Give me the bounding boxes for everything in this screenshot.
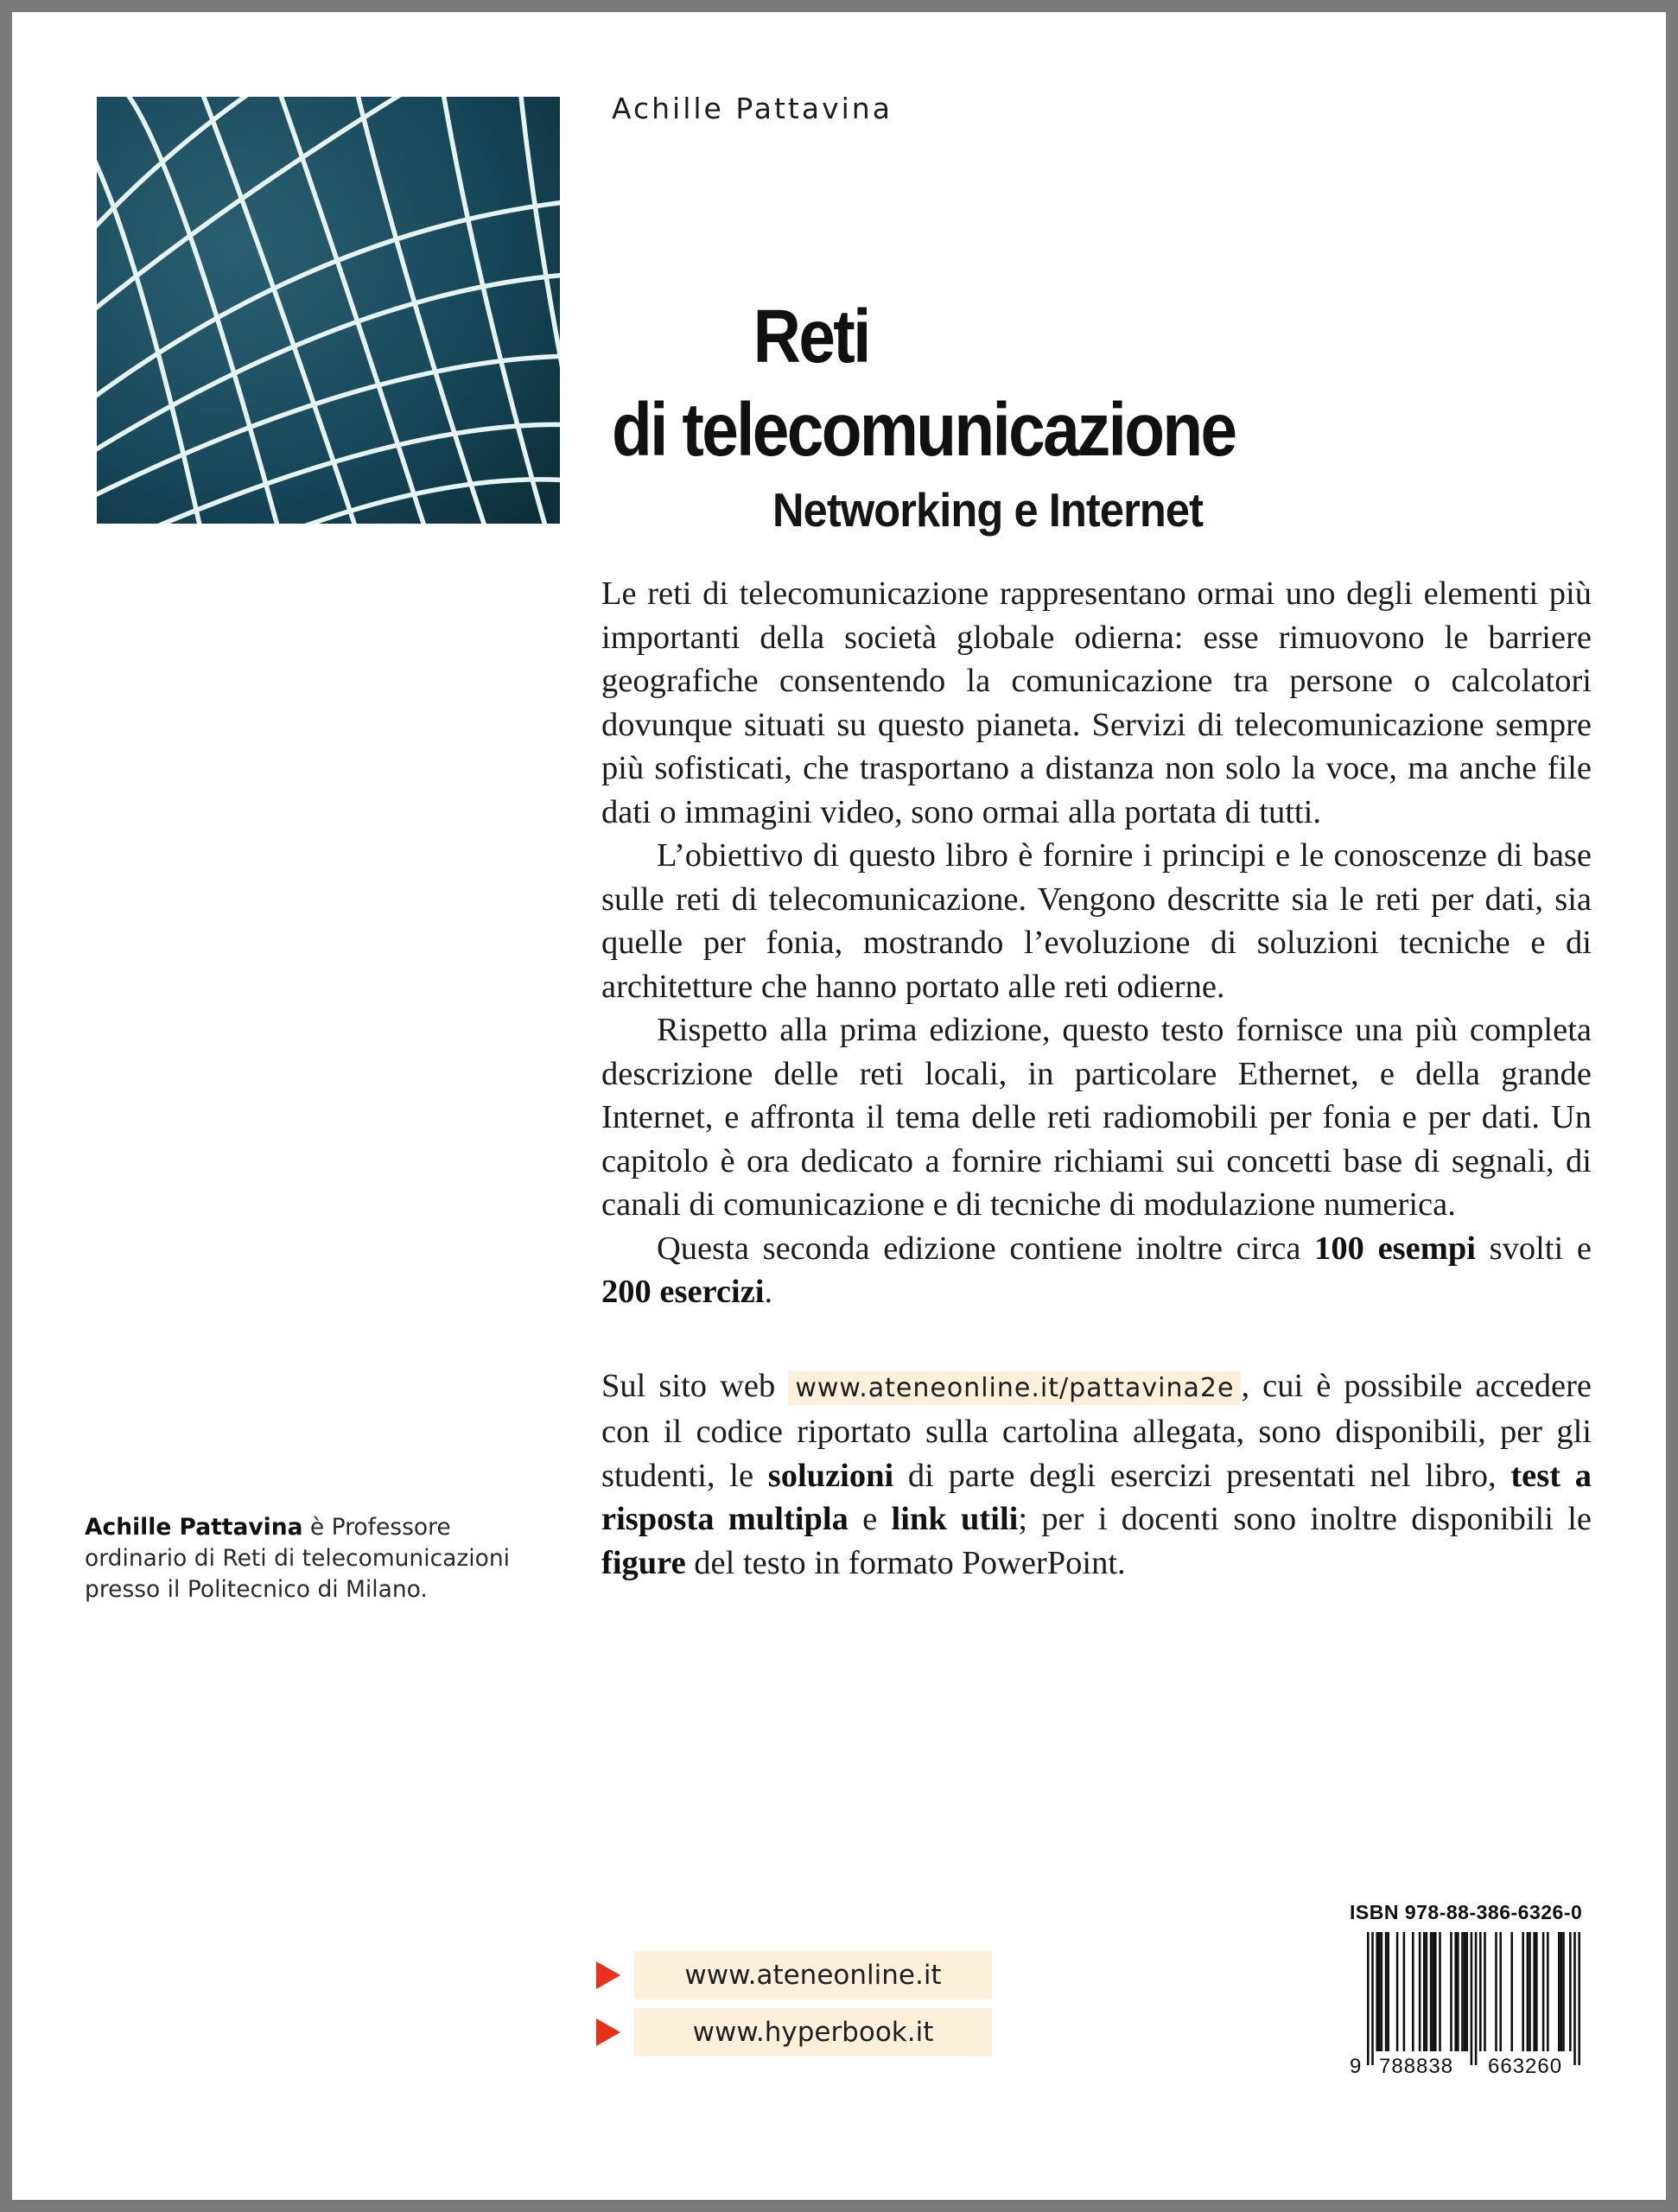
multiple-choice-label: test a risposta multipla (601, 1457, 1592, 1537)
arrow-right-icon (596, 2018, 620, 2046)
barcode-bar (1510, 1932, 1513, 2051)
barcode-bar (1573, 1932, 1576, 2065)
barcode-bar (1439, 1932, 1441, 2051)
barcode-bar (1426, 1932, 1428, 2051)
arrow-right-icon (596, 1961, 620, 1989)
barcode-bar (1461, 1932, 1464, 2051)
text-fragment: svolti e (1475, 1230, 1592, 1267)
book-subtitle: Networking e Internet (772, 483, 1204, 537)
figures-label: figure (601, 1544, 686, 1581)
text-fragment: Sul sito web (601, 1367, 789, 1404)
description-paragraph-1: Le reti di telecomunicazione rappresentano ormai uno degli elementi più importanti della società globale odierna: esse rimuovono le barriere geografiche consentendo la comunicazione tra persone o calcolatori dovunque situati su questo pianeta. Servizi di telecomunicazione sempre più sofisticati, che trasportano a distanza non solo la voce, ma anche file dati o immagini video, sono ormai alla portata di tutti. (601, 575, 1592, 830)
examples-count: 100 esempi (1314, 1230, 1476, 1267)
useful-links-label: link utili (891, 1501, 1019, 1537)
author-name: Achille Pattavina (612, 92, 893, 125)
barcode-bar (1533, 1932, 1535, 2051)
barcode-bar (1457, 1932, 1459, 2051)
barcode-bar (1367, 1932, 1370, 2065)
barcode-bar (1450, 1932, 1452, 2051)
text-fragment: Questa seconda edizione contiene inoltre circa (657, 1230, 1315, 1267)
barcode-bar (1484, 1932, 1486, 2051)
website-url-link[interactable]: www.ateneonline.it/pattavina2e (788, 1371, 1241, 1405)
author-bio (85, 1512, 551, 1605)
isbn-label: ISBN 978-88-386-6326-0 (1350, 1901, 1583, 1923)
barcode-bar (1471, 1932, 1473, 2065)
barcode-bar (1562, 1932, 1565, 2051)
barcode-bar (1547, 1932, 1549, 2051)
barcode-bar (1371, 1932, 1374, 2065)
barcode-icon (1348, 1932, 1586, 2065)
barcode-bar (1499, 1932, 1502, 2051)
text-fragment: , cui è possibile accedere con il codice riportato sulla cartolina allegata, sono disponibili, per gli studenti, le (601, 1367, 1592, 1494)
barcode-bar (1465, 1932, 1468, 2051)
title-line-2: di telecomunicazione (612, 388, 1236, 472)
solutions-label: soluzioni (767, 1457, 894, 1494)
description-paragraph-3: Rispetto alla prima edizione, questo testo fornisce una più completa descrizione delle reti locali, in particolare Ethernet, e della grande Internet, e affronta il tema delle reti radiomobili per fonia e per dati. Un capitolo è ora dedicato a fornire richiami sui concetti base di segnali, di canali di comunicazione e di tecniche di modulazione numerica. (601, 1012, 1592, 1223)
barcode-bar (1479, 1932, 1482, 2051)
barcode-digits-group-1: 788838 (1379, 2055, 1454, 2078)
barcode-bar (1578, 1932, 1580, 2065)
exercises-count: 200 esercizi (601, 1274, 765, 1310)
barcode-bar (1385, 1932, 1388, 2051)
book-title (612, 290, 1524, 477)
barcode-bar (1423, 1932, 1426, 2051)
barcode-bar (1558, 1932, 1560, 2051)
barcode-bar (1535, 1932, 1538, 2051)
text-fragment: del testo in formato PowerPoint. (685, 1544, 1126, 1581)
barcode-bar (1378, 1932, 1381, 2051)
ateneonline-link[interactable]: www.ateneonline.it (634, 1951, 992, 1999)
barcode-bar (1396, 1932, 1399, 2051)
description-paragraph-2: L’obiettivo di questo libro è fornire i principi e le conoscenze di base sulle reti di telecomunicazione. Vengono descritte sia le reti per dati, sia quelle per fonia, mostrando l’evoluzione di soluzioni tecniche e di architetture che hanno portato alle reti odierne. (601, 837, 1592, 1005)
barcode-bar (1432, 1932, 1434, 2051)
website-paragraph (601, 1364, 1592, 1586)
barcode-bar (1560, 1932, 1563, 2051)
barcode-bar (1403, 1932, 1406, 2051)
text-fragment: e (848, 1501, 892, 1537)
barcode-bar (1381, 1932, 1383, 2051)
text-fragment: di parte degli esercizi presentati nel libro, (893, 1457, 1511, 1494)
barcode-bar (1454, 1932, 1457, 2051)
text-fragment: ; per i docenti sono inoltre disponibili le (1018, 1501, 1592, 1537)
bio-text: è Professore ordinario di Reti di telecomunicazioni presso il Politecnico di Milano. (85, 1514, 511, 1603)
link-row-hyperbook[interactable] (596, 2008, 994, 2056)
barcode-lead-digit: 9 (1350, 2055, 1363, 2078)
barcode-bar (1430, 1932, 1433, 2051)
barcode-bar (1412, 1932, 1414, 2051)
title-line-1: Reti (753, 295, 869, 378)
link-row-ateneonline[interactable] (596, 1951, 994, 1999)
description-paragraph-4 (601, 1227, 1592, 1314)
description-text (601, 572, 1592, 1585)
text-fragment: . (764, 1274, 773, 1310)
barcode-bar (1475, 1932, 1478, 2065)
barcode-bar (1434, 1932, 1437, 2051)
hyperbook-link[interactable]: www.hyperbook.it (634, 2008, 992, 2056)
barcode-digits-group-2: 663260 (1488, 2055, 1563, 2078)
barcode-bar (1387, 1932, 1389, 2051)
barcode-bar (1376, 1932, 1378, 2051)
barcode-bar (1527, 1932, 1529, 2051)
barcode-bar (1464, 1932, 1466, 2051)
barcode-bar (1529, 1932, 1531, 2051)
barcode-bar (1495, 1932, 1497, 2051)
bio-author-name: Achille Pattavina (85, 1514, 303, 1541)
barcode-bar (1419, 1932, 1421, 2051)
barcode-bar (1542, 1932, 1545, 2051)
barcode-bar (1522, 1932, 1524, 2051)
barcode-bar (1569, 1932, 1572, 2051)
network-globe-grid-icon (97, 97, 560, 524)
